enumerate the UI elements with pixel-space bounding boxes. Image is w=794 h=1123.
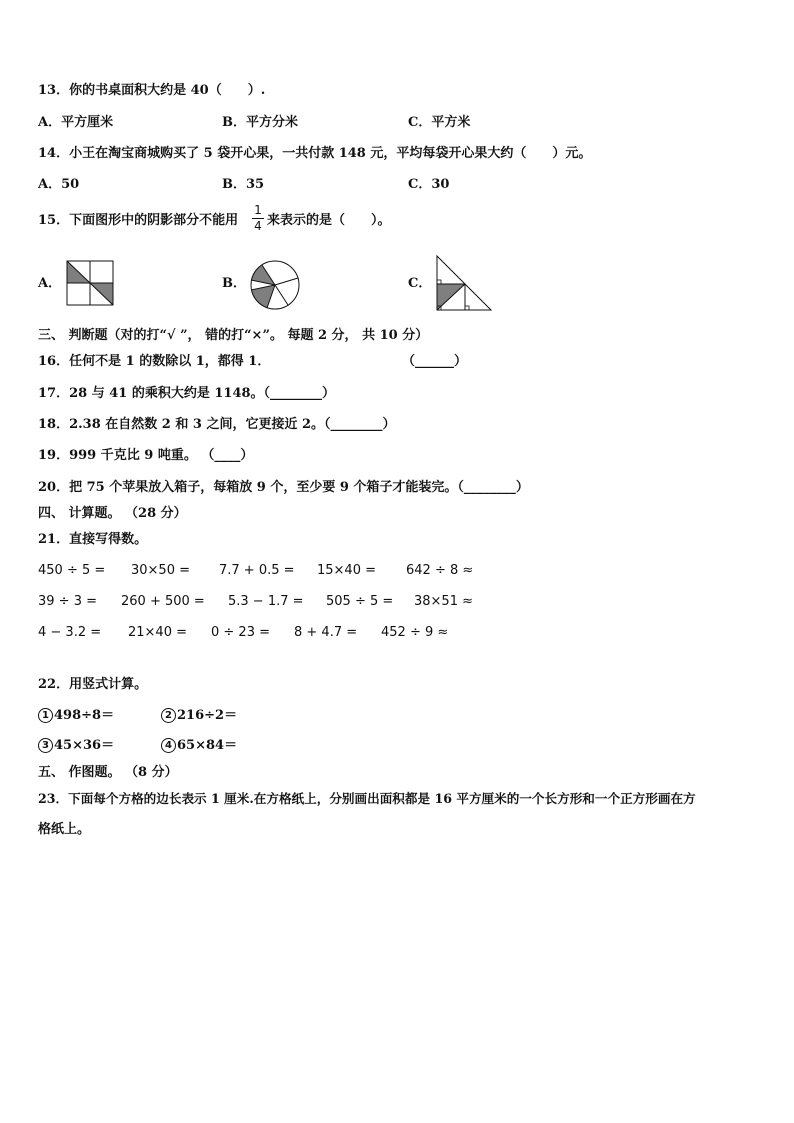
calc-3-3: 0 ÷ 23 =	[211, 625, 270, 640]
question-14-stem: 14．小王在淘宝商城购买了 5 袋开心果，一共付款 148 元，平均每袋开心果大约（ ）元。	[38, 146, 592, 161]
question-16-answer-blank[interactable]: （______）	[402, 354, 468, 369]
question-15-stem-before: 15．下面图形中的阴影部分不能用	[38, 213, 239, 228]
q14-option-c: C．30	[408, 177, 450, 192]
question-16: 16．任何不是 1 的数除以 1，都得 1．	[38, 354, 271, 369]
q15-option-c: C．	[408, 276, 432, 291]
question-15-stem-after: 来表示的是（ ）。	[267, 213, 391, 228]
calc-2-4: 505 ÷ 5 =	[326, 594, 394, 609]
section-4-heading: 四、 计算题。 （28 分）	[38, 506, 187, 521]
question-21-stem: 21．直接写得数。	[38, 532, 148, 547]
question-18: 18．2.38 在自然数 2 和 3 之间，它更接近 2。（________）	[38, 417, 396, 432]
calc-1-5: 642 ÷ 8 ≈	[406, 563, 474, 578]
q22-item-2-expr: 216÷2＝	[177, 708, 238, 723]
q22-item-4	[161, 738, 237, 754]
figure-c-triangle	[435, 254, 493, 312]
question-20: 20．把 75 个苹果放入箱子，每箱放 9 个，至少要 9 个箱子才能装完。（________）	[38, 480, 529, 495]
calc-1-3: 7.7 + 0.5 =	[219, 563, 295, 578]
calc-3-4: 8 + 4.7 =	[294, 625, 358, 640]
q22-item-2	[161, 708, 237, 724]
calc-1-2: 30×50 =	[131, 563, 191, 578]
question-13-stem: 13．你的书桌面积大约是 40（ ）.	[38, 83, 266, 98]
q22-item-4-expr: 65×84＝	[177, 738, 238, 753]
figure-a-square-grid	[66, 260, 114, 306]
fraction-denominator: 4	[254, 219, 262, 233]
section-3-heading: 三、 判断题（对的打“√ ”， 错的打“×”。 每题 2 分， 共 10 分）	[38, 328, 429, 343]
figure-b-circle	[250, 260, 300, 310]
calc-1-4: 15×40 =	[317, 563, 377, 578]
calc-2-3: 5.3 − 1.7 =	[228, 594, 304, 609]
question-22-stem: 22．用竖式计算。	[38, 677, 148, 692]
question-23-line-2: 格纸上。	[38, 822, 91, 837]
question-23-line-1: 23．下面每个方格的边长表示 1 厘米.在方格纸上，分别画出面积都是 16 平方厘米的一个长方形和一个正方形画在方	[38, 791, 696, 806]
q13-option-c: C．平方米	[408, 115, 471, 130]
fraction-one-quarter	[251, 204, 265, 233]
circled-number-1: 1	[38, 708, 53, 723]
circled-number-4: 4	[161, 738, 176, 753]
q22-item-3	[38, 738, 114, 754]
calc-2-5: 38×51 ≈	[414, 594, 474, 609]
calc-2-1: 39 ÷ 3 =	[38, 594, 97, 609]
question-19: 19．999 千克比 9 吨重。 （____）	[38, 448, 254, 463]
q22-item-3-expr: 45×36＝	[54, 738, 115, 753]
question-17: 17．28 与 41 的乘积大约是 1148。（________）	[38, 386, 336, 401]
q13-option-a: A．平方厘米	[38, 115, 114, 130]
calc-1-1: 450 ÷ 5 =	[38, 563, 106, 578]
calc-2-2: 260 + 500 =	[121, 594, 205, 609]
circled-number-3: 3	[38, 738, 53, 753]
q22-item-1-expr: 498÷8＝	[54, 708, 115, 723]
fraction-numerator: 1	[254, 203, 262, 217]
q15-option-a: A．	[38, 276, 62, 291]
calc-3-2: 21×40 =	[128, 625, 188, 640]
section-5-heading: 五、 作图题。 （8 分）	[38, 765, 178, 780]
calc-3-5: 452 ÷ 9 ≈	[381, 625, 449, 640]
circled-number-2: 2	[161, 708, 176, 723]
q13-option-b: B．平方分米	[222, 115, 298, 130]
calc-3-1: 4 − 3.2 =	[38, 625, 102, 640]
q14-option-a: A．50	[38, 177, 80, 192]
q15-option-b: B．	[222, 276, 246, 291]
q22-item-1	[38, 708, 114, 724]
q14-option-b: B．35	[222, 177, 265, 192]
